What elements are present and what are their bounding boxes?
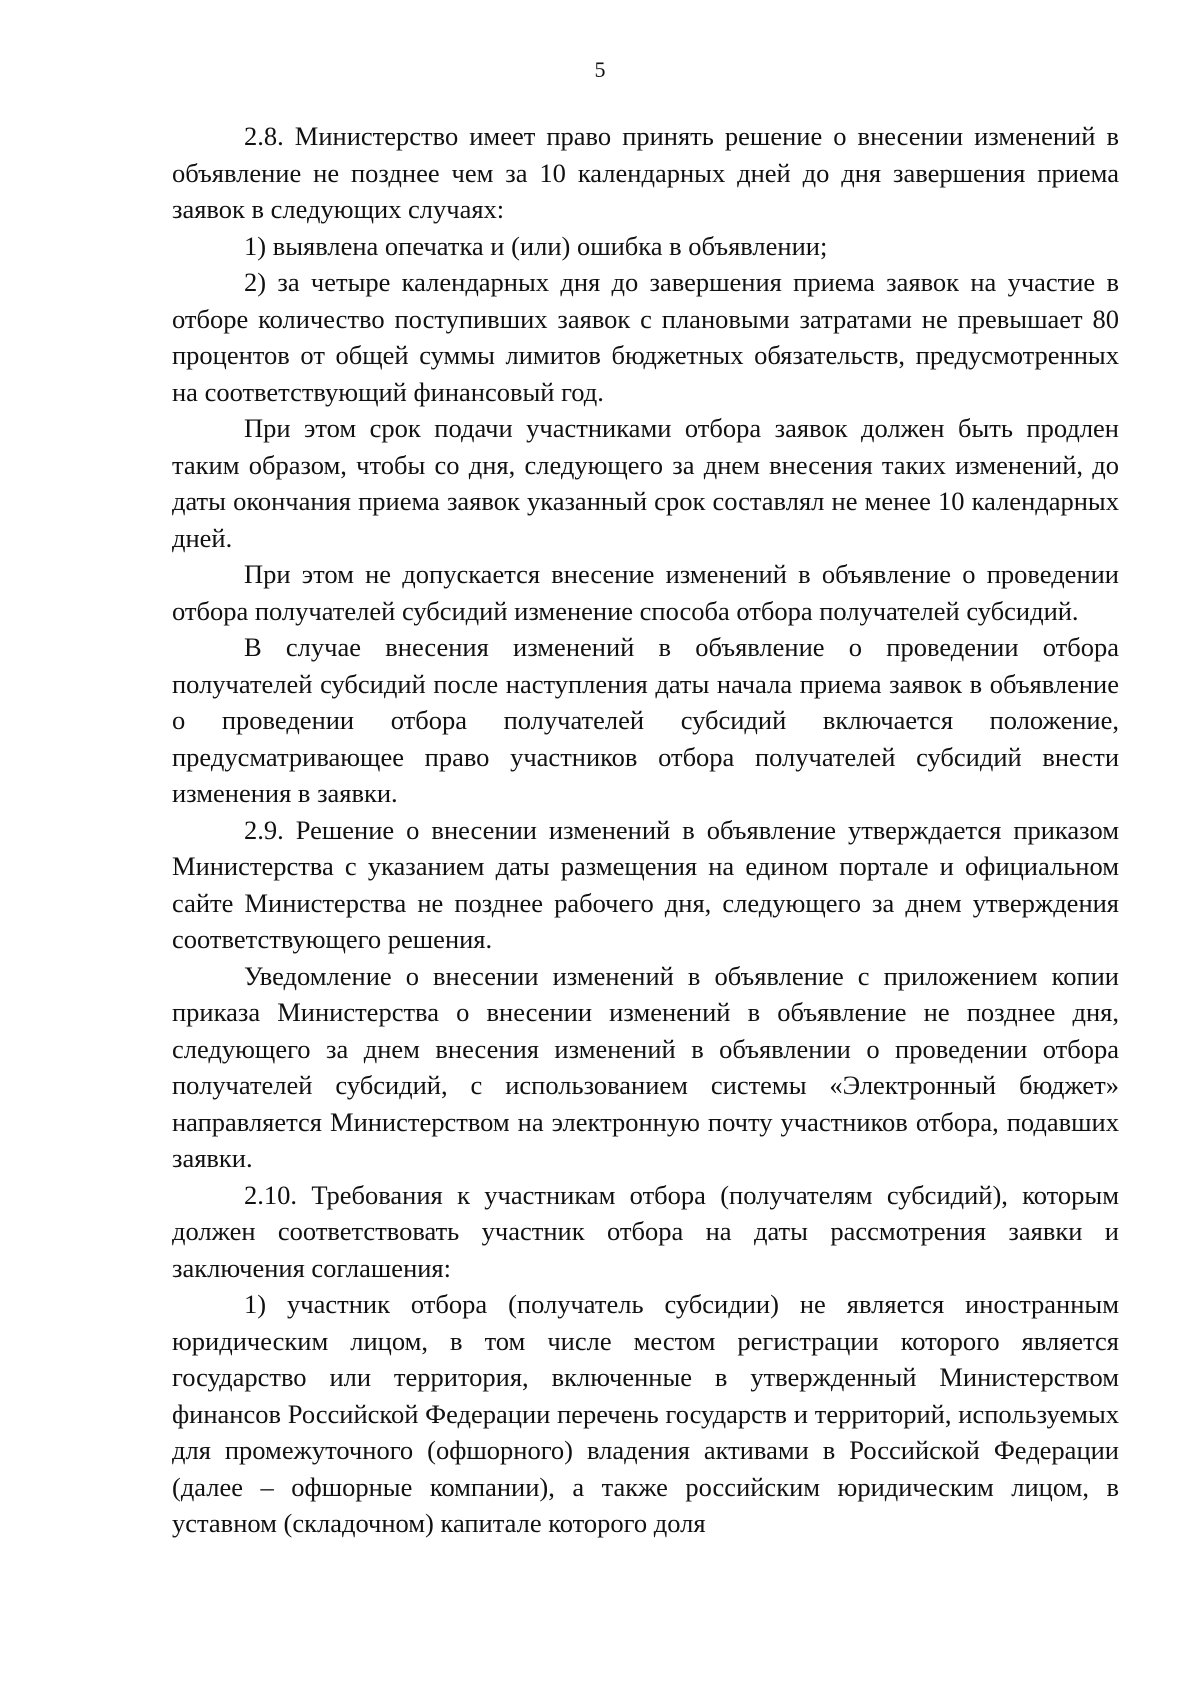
paragraph-method-restriction: При этом не допускается внесение изменений в объявление о проведении отбора получателей субсидий изменение способа отбора получателей субсидий.: [172, 559, 1119, 626]
paragraph-2-10: 2.10. Требования к участникам отбора (получателям субсидий), которым должен соответствовать участник отбора на даты рассмотрения заявки и заключения соглашения:: [172, 1179, 1119, 1283]
paragraph-application-changes: В случае внесения изменений в объявление о проведении отбора получателей субсидий после наступления даты начала приема заявок в объявление о проведении отбора получателей субсидий включается положение, предусматривающее право участников отбора получателей субсидий внести изменения в заявки.: [172, 632, 1119, 808]
paragraph-2-8: 2.8. Министерство имеет право принять решение о внесении изменений в объявление не позднее чем за 10 календарных дней до дня завершения приема заявок в следующих случаях:: [172, 121, 1119, 224]
paragraph-notification: Уведомление о внесении изменений в объявление с приложением копии приказа Министерства о внесении изменений в объявление не позднее дня, следующего за днем внесения изменений в объявлении о проведении отбора получателей субсидий, с использованием системы «Электронный бюджет» направляется Министерством на электронную почту участников отбора, подавших заявки.: [172, 960, 1119, 1173]
paragraph-2-8-item-2: 2) за четыре календарных дня до завершения приема заявок на участие в отборе количество поступивших заявок с плановыми затратами не превышает 80 процентов от общей суммы лимитов бюджетных обязательств, предусмотренных на соответствующий финансовый год.: [172, 267, 1119, 407]
paragraph-deadline-extension: При этом срок подачи участниками отбора заявок должен быть продлен таким образом, чтобы со дня, следующего за днем внесения таких изменений, до даты окончания приема заявок указанный срок составлял не менее 10 календарных дней.: [172, 413, 1119, 553]
document-body: [172, 118, 1119, 1542]
paragraph-2-8-item-1: 1) выявлена опечатка и (или) ошибка в объявлении;: [244, 230, 828, 261]
page-number: 5: [594, 57, 606, 82]
paragraph-2-9: 2.9. Решение о внесении изменений в объявление утверждается приказом Министерства с указанием даты размещения на едином портале и официальном сайте Министерства не позднее рабочего дня, следующего за днем утверждения соответствующего решения.: [172, 814, 1119, 954]
paragraph-2-10-item-1: 1) участник отбора (получатель субсидии) не является иностранным юридическим лицом, в том числе местом регистрации которого является государство или территория, включенные в утвержденный Министерством финансов Российской Федерации перечень государств и территорий, используемых для промежуточного (офшорного) владения активами в Российской Федерации (далее – офшорные компании), а также российским юридическим лицом, в уставном (складочном) капитале которого доля: [172, 1289, 1119, 1538]
